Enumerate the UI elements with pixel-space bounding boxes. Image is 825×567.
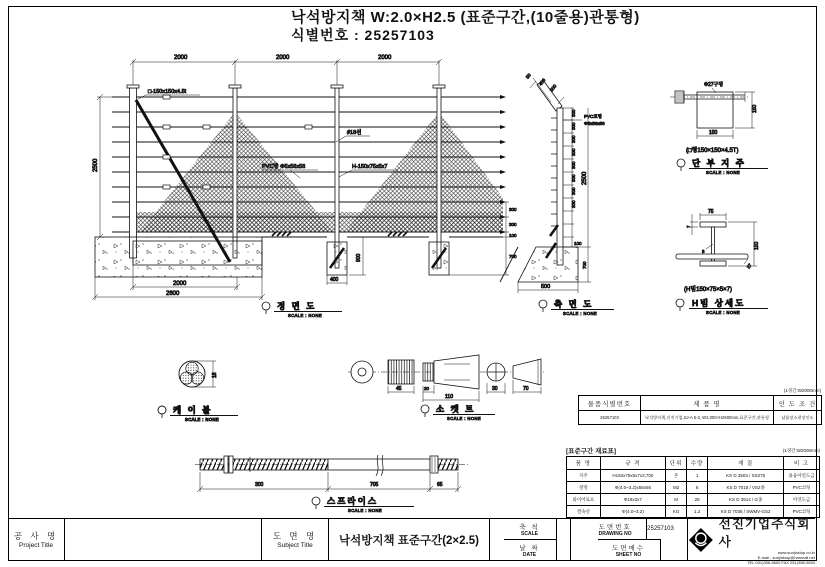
dim-socket-70: 70 bbox=[523, 386, 529, 392]
cell-delivery: 납품장소현장인도 bbox=[774, 411, 822, 425]
dim-side-50: 50 bbox=[524, 72, 532, 80]
drawing-no-value: 25257103 bbox=[647, 526, 674, 532]
cell: 철망 bbox=[567, 482, 601, 494]
dim-side-700: 700 bbox=[582, 261, 587, 269]
material-row-mesh bbox=[567, 482, 820, 494]
dim-embed: 900 bbox=[356, 253, 362, 262]
hbeam-caption: (H빔150×75×5×7) bbox=[684, 287, 732, 293]
material-table-title: [표준구간 재료표] bbox=[566, 448, 617, 455]
socket-title: 소 켓 트 bbox=[436, 404, 476, 414]
cell: H150x75x5x7x3,700 bbox=[600, 470, 665, 482]
product-table-note: (1경간:W2000mm) bbox=[783, 388, 821, 393]
callout-h-post: H-150x75x5x7 bbox=[352, 164, 388, 170]
dim-hbeam-27: 27 bbox=[745, 262, 753, 270]
col-item-id: 물품식별번호 bbox=[579, 396, 641, 411]
drawing-title: 낙석방지책 W:2.0×H2.5 (표준구간,(10줄용)관통형) bbox=[291, 9, 640, 26]
dim-splice-705: 705 bbox=[370, 482, 379, 488]
cell: M bbox=[666, 494, 687, 506]
cell: 아연도금 bbox=[784, 494, 820, 506]
dim-socket-30: 30 bbox=[492, 386, 498, 392]
dim-e300a: 300 bbox=[509, 207, 517, 212]
splice-scale: SCALE : NONE bbox=[348, 508, 383, 513]
dim-span-1: 2000 bbox=[174, 55, 188, 61]
cell: 6 bbox=[687, 482, 708, 494]
company-email: E-mail : sunjinkiup@hanmail.net bbox=[757, 555, 815, 560]
dim-side-100: 100 bbox=[574, 241, 582, 246]
cell: Φ(4.0~3.2) bbox=[600, 506, 665, 518]
col-delivery: 인 도 조 건 bbox=[774, 396, 822, 411]
endpost-caption: (□형150×150×4.5T) bbox=[686, 148, 739, 154]
dim-seg300-5: 300 bbox=[571, 161, 576, 169]
title-block bbox=[8, 517, 815, 565]
drawing-id: 식별번호 : 25257103 bbox=[291, 27, 435, 43]
cell: 본 bbox=[666, 470, 687, 482]
callout-mesh: PVC망 Φ5x56x56 bbox=[262, 164, 306, 170]
splice-detail bbox=[195, 455, 470, 513]
col-unit: 단위 bbox=[666, 457, 687, 470]
material-row-post bbox=[567, 470, 820, 482]
sheet-no-label-kr: 도면매수 bbox=[611, 544, 646, 552]
cell: Φ(4.0~3.2)x56x56 bbox=[600, 482, 665, 494]
cell: M2 bbox=[666, 482, 687, 494]
dim-endpost-w: 150 bbox=[709, 130, 718, 136]
dim-side-footw: 500 bbox=[541, 284, 551, 290]
splice-title: 스프라이스 bbox=[327, 496, 379, 506]
dim-side-total: 2500 bbox=[582, 171, 588, 185]
cell-item-id: 25257103 bbox=[579, 411, 641, 425]
cell: 와이어로프 bbox=[567, 494, 601, 506]
callout-hole: Φ27구멍 bbox=[704, 82, 724, 88]
dim-e300b: 300 bbox=[509, 222, 517, 227]
endpost-scale: SCALE : NONE bbox=[706, 170, 741, 175]
dim-splice-300: 300 bbox=[255, 482, 264, 488]
elevation-view bbox=[92, 55, 517, 318]
cell: 1 bbox=[687, 470, 708, 482]
cell: KS D 3503 / SS275 bbox=[708, 470, 784, 482]
material-table bbox=[566, 446, 820, 518]
dim-e700: 700 bbox=[509, 254, 517, 259]
dim-span-2: 2000 bbox=[276, 55, 290, 61]
project-label-kr: 공 사 명 bbox=[13, 531, 59, 541]
cell: KS D 7018 / VS2종 bbox=[708, 482, 784, 494]
sheet-no-label-en: SHEET NO bbox=[615, 551, 642, 558]
dim-seg300-2: 300 bbox=[571, 122, 576, 130]
project-label-en: Project Title bbox=[19, 542, 53, 549]
cell: PVC코팅 bbox=[784, 482, 820, 494]
cell: 용융아연도금 bbox=[784, 470, 820, 482]
cell-product-name: 낙석방지책,선진기업,SJ-A 5-3, W2,000×H2500mm,표준구간,관통형 bbox=[641, 411, 774, 425]
dim-splice-65: 65 bbox=[437, 482, 443, 488]
scale-label-en: SCALE bbox=[521, 530, 538, 537]
socket-detail bbox=[348, 355, 545, 421]
dim-hbeam-75: 75 bbox=[708, 209, 714, 215]
drawing-no-label-en: DRAWING NO bbox=[598, 530, 632, 537]
dim-seg300-1: 300 bbox=[571, 109, 576, 117]
subject-label-en: Subject Title bbox=[277, 542, 313, 549]
subject-value: 낙석방지책 표준구간(2×2.5) bbox=[339, 534, 479, 547]
dim-footing-width: 400 bbox=[330, 277, 339, 283]
dim-socket-45: 45 bbox=[396, 386, 402, 392]
elevation-scale: SCALE : NONE bbox=[288, 313, 323, 318]
dim-e100: 100 bbox=[509, 233, 517, 238]
col-name: 품 명 bbox=[567, 457, 601, 470]
dim-height: 2500 bbox=[93, 158, 99, 172]
socket-scale: SCALE : NONE bbox=[447, 416, 482, 421]
material-row-wirerope bbox=[567, 494, 820, 506]
material-header-row bbox=[567, 457, 820, 470]
dim-cable-dia: 18 bbox=[212, 372, 218, 378]
col-qty: 수량 bbox=[687, 457, 708, 470]
dim-seg300-7: 300 bbox=[571, 187, 576, 195]
dim-hbeam-150: 150 bbox=[754, 241, 760, 250]
col-material: 재 질 bbox=[708, 457, 784, 470]
material-table-note: (1경간:W2000mm) bbox=[782, 448, 820, 453]
side-view bbox=[500, 72, 614, 316]
date-label-en: DATE bbox=[522, 551, 537, 558]
company-tel: TEL 031)356-9600 FAX 031)356-9633 bbox=[747, 560, 815, 565]
dim-seg300-6: 300 bbox=[571, 174, 576, 182]
company-logo-icon bbox=[688, 526, 714, 554]
scale-label-kr: 축 척 bbox=[519, 523, 540, 531]
drawing-no-label-kr: 도면번호 bbox=[598, 523, 632, 531]
product-table-row bbox=[579, 411, 822, 425]
callout-end-post: □-150x150x4.5t bbox=[148, 89, 187, 95]
company-name: 선진기업주식회사 bbox=[718, 517, 811, 549]
dim-seg300-8: 300 bbox=[571, 200, 576, 208]
cell: Φ18x3x7 bbox=[600, 494, 665, 506]
project-value bbox=[65, 519, 262, 560]
dim-hbeam-5: 5 bbox=[702, 249, 705, 254]
company-website: www.sunjinkiup.co.kr bbox=[777, 550, 815, 555]
col-product-name: 제 품 명 bbox=[641, 396, 774, 411]
dim-found-inner: 2000 bbox=[173, 281, 187, 287]
hbeam-title: H빔 상세도 bbox=[692, 298, 746, 308]
dim-side-500: 500 bbox=[548, 83, 558, 93]
cell: KG bbox=[666, 506, 687, 518]
cell: 지주 bbox=[567, 470, 601, 482]
date-label-kr: 날 짜 bbox=[519, 544, 540, 552]
dim-socket-110: 110 bbox=[445, 394, 453, 400]
cell: KS D 3514 / G종 bbox=[708, 494, 784, 506]
dim-seg300-4: 300 bbox=[571, 148, 576, 156]
end-post-detail bbox=[670, 81, 768, 175]
dim-found-width: 2600 bbox=[166, 291, 180, 297]
dim-hbeam-7: 7 bbox=[686, 225, 691, 228]
side-scale: SCALE : NONE bbox=[563, 311, 598, 316]
cable-title: 케 이 블 bbox=[173, 405, 213, 415]
cell: 28 bbox=[687, 494, 708, 506]
cable-detail bbox=[158, 361, 238, 422]
endpost-title: 단 부 지 주 bbox=[692, 158, 746, 168]
cable-scale: SCALE : NONE bbox=[185, 417, 220, 422]
side-title: 측 면 도 bbox=[554, 299, 594, 309]
callout-pvc-1: PVC코팅 bbox=[584, 114, 602, 119]
hbeam-scale: SCALE : NONE bbox=[706, 310, 741, 315]
callout-pvc-2: Φ5x56x56 bbox=[584, 121, 605, 126]
col-remark: 비 고 bbox=[784, 457, 820, 470]
elevation-title: 정 면 도 bbox=[277, 301, 317, 311]
dim-side-400: 400 bbox=[537, 77, 547, 87]
cell: 결속선 bbox=[567, 506, 601, 518]
callout-wire: #18선 bbox=[347, 130, 362, 136]
cell: 1.2 bbox=[687, 506, 708, 518]
dim-span-3: 2000 bbox=[378, 55, 392, 61]
product-table-header-row bbox=[579, 396, 822, 411]
product-table bbox=[578, 388, 821, 425]
dim-endpost-h: 150 bbox=[752, 104, 758, 113]
cell: KS D 7036 / SWMV-GS2 bbox=[708, 506, 784, 518]
col-spec: 규 격 bbox=[600, 457, 665, 470]
cell: PVC코팅 bbox=[784, 506, 820, 518]
subject-label-kr: 도 면 명 bbox=[272, 531, 318, 541]
h-beam-detail bbox=[676, 209, 768, 315]
dim-seg300-3: 300 bbox=[571, 135, 576, 143]
dim-socket-20: 20 bbox=[424, 386, 430, 391]
